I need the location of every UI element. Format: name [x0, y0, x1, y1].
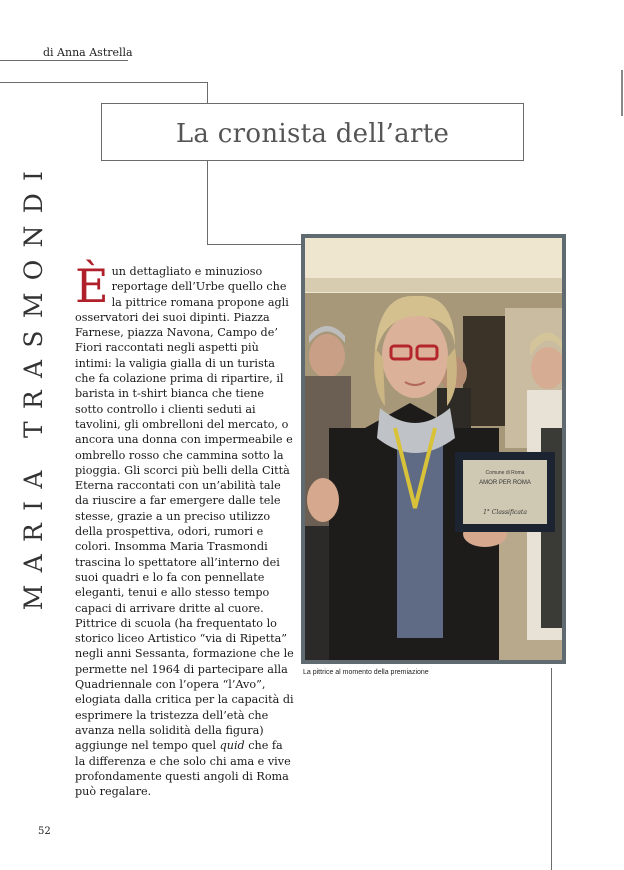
mid-connector-drop: [207, 161, 208, 244]
article-body: [75, 259, 295, 799]
title-box: [101, 103, 524, 161]
byline-rule: [0, 60, 128, 61]
page-number: 52: [38, 826, 51, 837]
plaque-line-1: Comune di Roma: [485, 470, 525, 476]
byline: di Anna Astrella: [43, 46, 133, 59]
plaque-line-3: 1° Classificata: [483, 509, 527, 516]
paragraph-2-text-b: che fa la differenza e che solo chi ama e vive profondamente questi angoli di Roma può regalare.: [75, 739, 291, 799]
plaque-line-2: AMOR PER ROMA: [479, 480, 531, 486]
mid-connector-rule: [207, 244, 302, 245]
paragraph-1-text: un dettagliato e minuzioso reportage dell’Urbe quello che la pittrice romana propone agli osservatori dei suoi dipinti. Piazza Farnese, piazza Navona, Campo de’ Fiori raccontati negli aspetti più intimi: la valigia gialla di un turista che fa colazione prima di ripartire, il barista in t-shirt bianca che tiene sotto controllo i clienti seduti ai tavolini, gli ombrelloni del mercato, o ancora una donna con impermeabile e ombrello rosso che cammina sotto la pioggia. Gli scorci più belli della Città Eterna raccontati con un’abilità tale da riuscire a far emergere dalle tele stesse, grazie a un preciso utilizzo della prospettiva, odori, rumori e colori. Insomma Maria Trasmondi trascina lo spettatore all’interno dei suoi quadri e lo fa con pennellate eleganti, tenui e allo stesso tempo capaci di arrivare dritte al cuore.: [75, 265, 293, 615]
drop-cap: È: [75, 259, 109, 313]
top-connector-rule: [0, 82, 207, 83]
quid-emphasis: quid: [219, 739, 245, 753]
paragraph-1: [75, 259, 295, 616]
artist-name: MARIA TRASMONDI: [19, 158, 49, 610]
paragraph-2: [75, 616, 295, 800]
award-photo: [301, 234, 566, 664]
photo-caption: La pittrice al momento della premiazione: [303, 669, 429, 676]
artist-name-vertical: [18, 158, 50, 610]
bottom-vertical-rule: [551, 668, 552, 870]
award-photo-illustration: [305, 238, 562, 660]
paragraph-2-text-a: Pittrice di scuola (ha frequentato lo storico liceo Artistico “via di Ripetta” negli anni Sessanta, formazione che le permette nel 1964 di partecipare alla Quadriennale con l’opera “l’Avo”, elogiata dalla critica per la capacità di esprimere la tristezza dell’età che avanza nella solidità della figura) aggiunge nel tempo quel: [75, 616, 294, 753]
top-connector-drop: [207, 82, 208, 103]
article-title: La cronista dell’arte: [175, 119, 450, 149]
page-edge-marker: [621, 70, 623, 116]
